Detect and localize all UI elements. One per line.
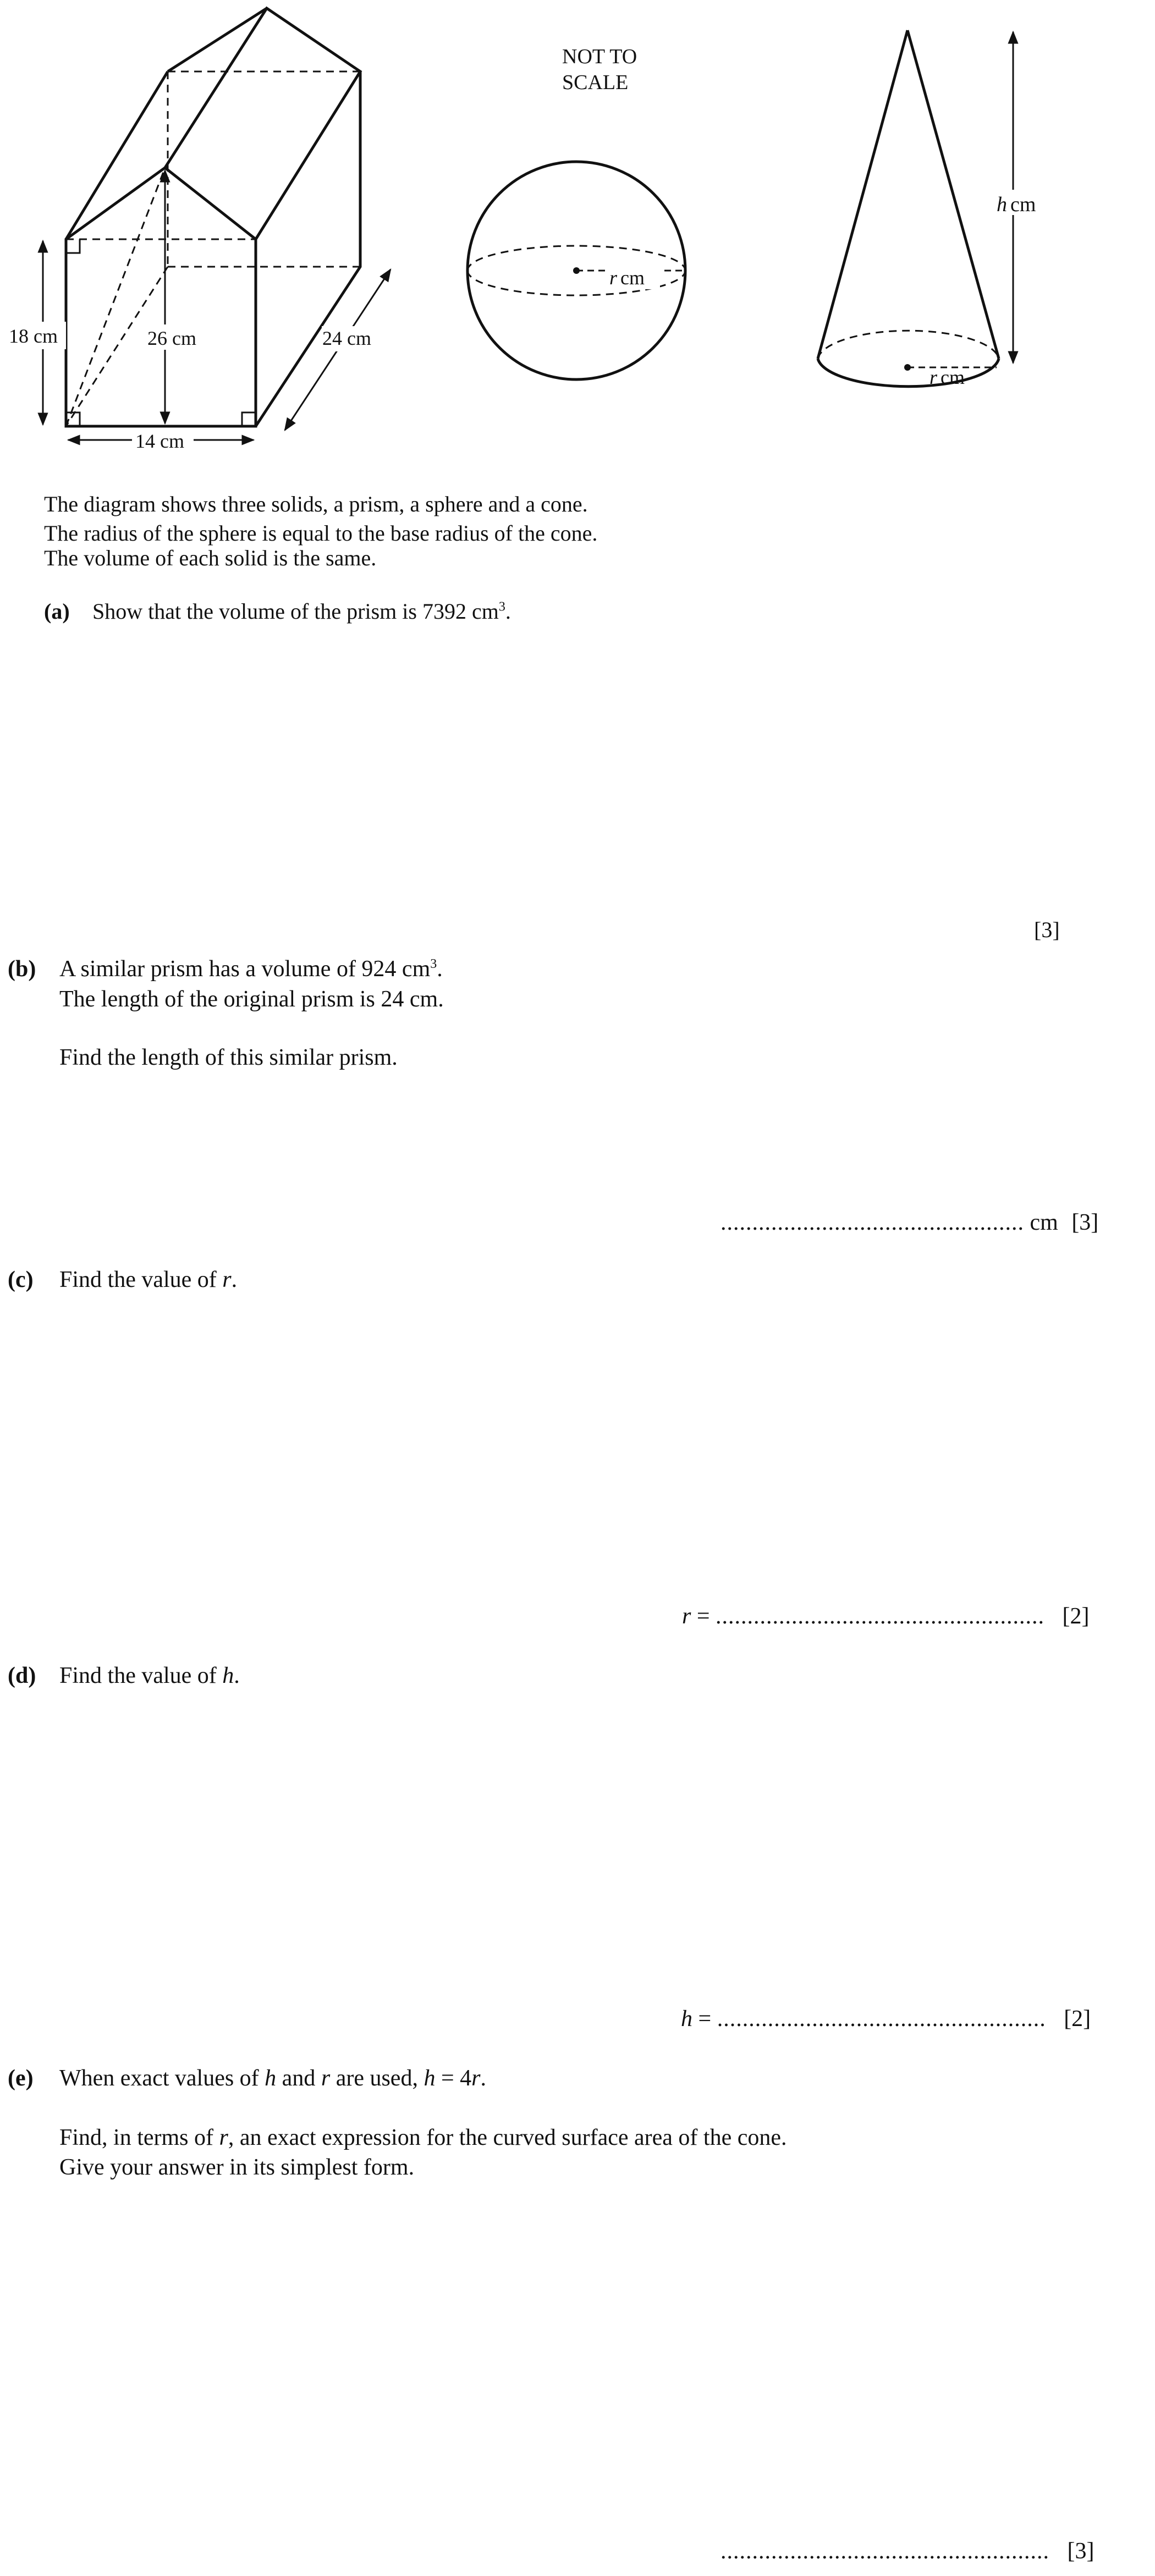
- part-c-question: [59, 1265, 237, 1295]
- part-e-l1e: .: [480, 2066, 486, 2091]
- prism-diagram: [43, 8, 391, 440]
- cone-radius-label: r cm: [930, 366, 965, 388]
- part-b-label: (b): [8, 956, 36, 982]
- part-c-text: Find the value of: [59, 1267, 223, 1292]
- part-a-text: Show that the volume of the prism is 7392 cm: [92, 599, 499, 624]
- part-d-answer-dots[interactable]: ....................................................: [717, 2006, 1046, 2032]
- part-e-answer-line: [721, 2536, 1094, 2566]
- part-c-var: r: [222, 1267, 232, 1292]
- part-d-marks: [2]: [1064, 2006, 1091, 2032]
- part-c-answer-dots[interactable]: ....................................................: [716, 1604, 1045, 1629]
- part-d-text: Find the value of: [59, 1663, 223, 1688]
- part-d-var: h: [222, 1663, 234, 1688]
- part-a-label: (a): [44, 599, 70, 624]
- part-b-line1-sup: 3: [430, 957, 437, 971]
- part-a-question: [92, 597, 511, 626]
- part-e-l1-r2: r: [471, 2066, 481, 2091]
- part-e-l1-h2: h: [424, 2066, 436, 2091]
- part-b-answer-line: [721, 1208, 1098, 1237]
- part-a-sup: 3: [498, 599, 505, 614]
- part-d-question: [59, 1661, 240, 1691]
- part-b-line1-text: A similar prism has a volume of 924 cm: [59, 956, 431, 982]
- part-d-answer-eq: =: [692, 2006, 717, 2032]
- part-b-line1-tail: .: [437, 956, 443, 982]
- part-a-marks: [3]: [1034, 917, 1060, 942]
- part-b-answer-dots[interactable]: ................................................: [721, 1210, 1024, 1235]
- part-c-answer-var: r: [682, 1604, 691, 1629]
- not-to-scale-line1: NOT TO: [562, 45, 637, 68]
- part-b-marks: [3]: [1071, 1210, 1099, 1235]
- prism-width-label: 14 cm: [135, 430, 184, 452]
- part-e-line3: Give your answer in its simplest form.: [59, 2155, 415, 2180]
- part-c-marks: [2]: [1062, 1604, 1090, 1629]
- part-e-line1: [59, 2063, 486, 2093]
- part-d-answer-var: h: [681, 2006, 692, 2032]
- part-a-tail: .: [505, 599, 511, 624]
- part-c-label: (c): [8, 1267, 34, 1292]
- part-e-l1a: When exact values of: [59, 2066, 265, 2091]
- part-d-label: (d): [8, 1663, 36, 1688]
- solids-diagram: [0, 0, 1155, 473]
- part-e-l1b: and: [276, 2066, 321, 2091]
- part-e-l1-r: r: [321, 2066, 331, 2091]
- part-e-l1c: are used,: [330, 2066, 424, 2091]
- cone-diagram: [818, 30, 1013, 387]
- intro-line-2: The radius of the sphere is equal to the base radius of the cone.: [44, 521, 598, 546]
- part-d-tail: .: [234, 1663, 240, 1688]
- prism-height-label: 18 cm: [9, 325, 58, 347]
- part-e-line2: [59, 2123, 787, 2153]
- part-d-answer-line: [681, 2004, 1091, 2034]
- part-e-answer-dots[interactable]: ....................................................: [721, 2539, 1049, 2564]
- prism-slant-label: 26 cm: [147, 327, 196, 349]
- part-c-answer-line: [682, 1601, 1090, 1631]
- not-to-scale-line2: SCALE: [562, 71, 629, 94]
- part-e-l1d: = 4: [435, 2066, 472, 2091]
- part-b-unit: cm: [1030, 1210, 1058, 1235]
- part-e-l2a: Find, in terms of: [59, 2125, 219, 2150]
- part-c-tail: .: [231, 1267, 238, 1292]
- part-e-l2-r: r: [219, 2125, 228, 2150]
- prism-length-label: 24 cm: [322, 327, 371, 349]
- part-b-line3: Find the length of this similar prism.: [59, 1045, 398, 1070]
- intro-line-3: The volume of each solid is the same.: [44, 546, 377, 570]
- intro-line-1: The diagram shows three solids, a prism, a sphere and a cone.: [44, 492, 588, 516]
- part-c-answer-eq: =: [691, 1604, 716, 1629]
- part-e-label: (e): [8, 2066, 34, 2091]
- sphere-radius-label: r cm: [609, 267, 645, 289]
- cone-height-label: h cm: [997, 193, 1036, 216]
- part-e-l1-h: h: [265, 2066, 277, 2091]
- part-e-marks: [3]: [1067, 2539, 1094, 2564]
- part-b-line2: The length of the original prism is 24 cm.: [59, 987, 444, 1012]
- part-b-line1: [59, 954, 443, 984]
- part-e-l2b: , an exact expression for the curved surface area of the cone.: [228, 2125, 787, 2150]
